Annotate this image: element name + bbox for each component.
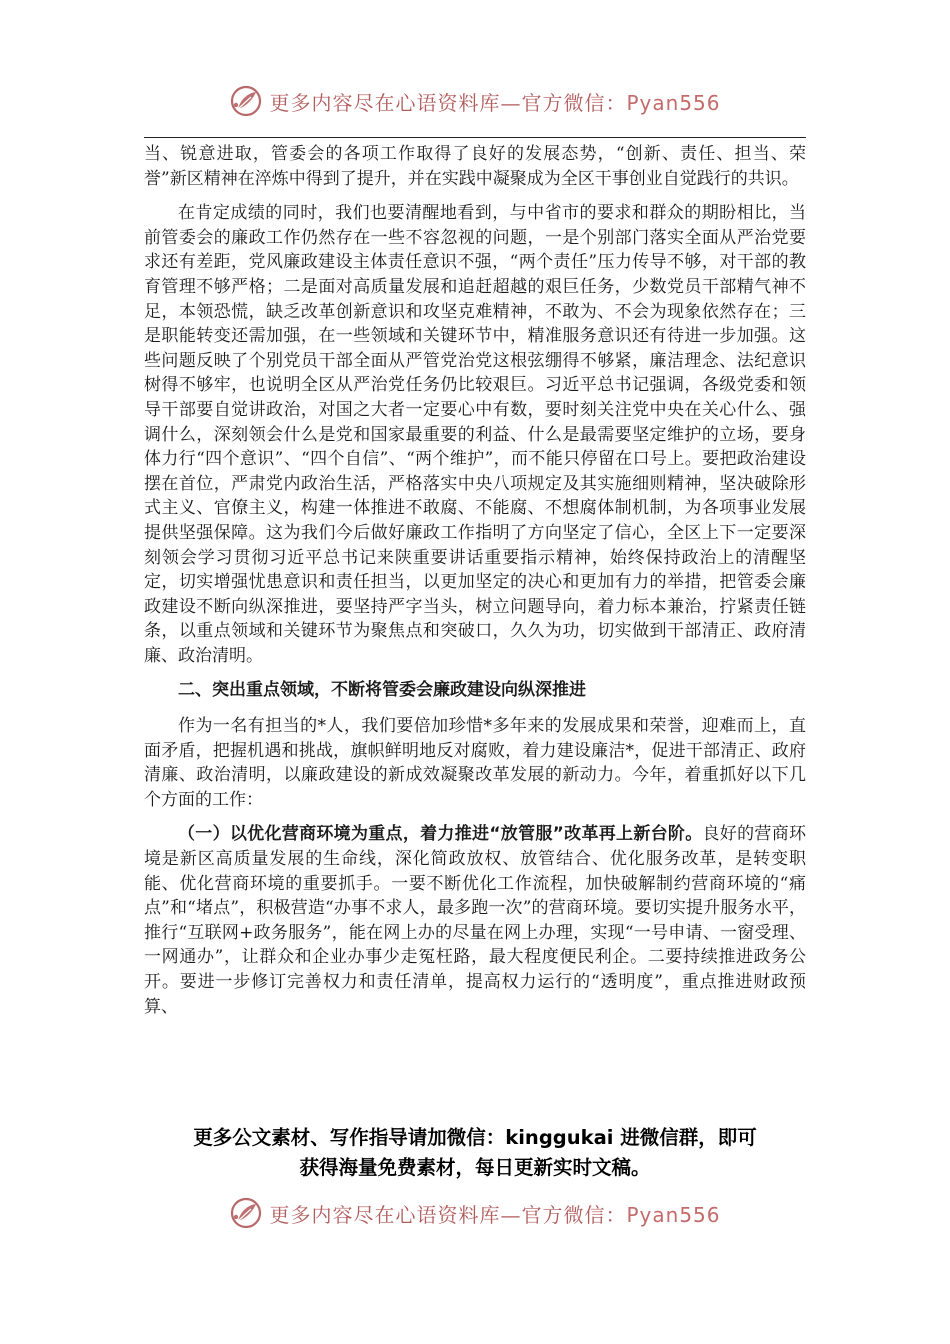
promo-notice [144,1123,806,1183]
header-divider [144,137,806,138]
footer-banner-inner [229,1196,720,1230]
subsection-text: 良好的营商环境是新区高质量发展的生命线，深化简政放权、放管结合、优化服务改革，是转变职能、优化营商环境的重要抓手。一要不断优化工作流程，加快破解制约营商环境的“痛点”和“堵点”，积极营造“办事不求人，最多跑一次”的营商环境。要切实提升服务水平，推行“互联网+政务服务”，能在网上办的尽量在网上办理，实现“一号申请、一窗受理、一网通办”，让群众和企业办事少走冤枉路，最大程度便民利企。二要持续推进政务公开。要进一步修订完善权力和责任清单，提高权力运行的“透明度”，重点推进财政预算、 [144,824,806,1017]
header-banner-inner [229,84,720,118]
header-banner [0,84,950,118]
header-banner-label: 更多内容尽在心语资料库—官方微信： [269,90,627,115]
footer-banner-wechat-id: Pyan556 [626,1202,721,1227]
document-body [144,142,806,1029]
leaf-logo-icon [229,1196,263,1230]
promo-line-1: 更多公文素材、写作指导请加微信：kinggukai 进微信群，即可 [193,1126,757,1149]
footer-banner-label: 更多内容尽在心语资料库—官方微信： [269,1202,627,1227]
body-paragraph-2: 在肯定成绩的同时，我们也要清醒地看到，与中省市的要求和群众的期盼相比，当前管委会的廉政工作仍然存在一些不容忽视的问题，一是个别部门落实全面从严治党要求还有差距，党风廉政建设主体责任意识不强，“两个责任”压力传导不够，对干部的教育管理不够严格；二是面对高质量发展和追赶超越的艰巨任务，少数党员干部精气神不足，本领恐慌，缺乏改革创新意识和攻坚克难精神，不敢为、不会为现象依然存在；三是职能转变还需加强，在一些领域和关键环节中，精准服务意识还有待进一步加强。这些问题反映了个别党员干部全面从严管党治党这根弦绷得不够紧，廉洁理念、法纪意识树得不够牢，也说明全区从严治党任务仍比较艰巨。习近平总书记强调，各级党委和领导干部要自觉讲政治，对国之大者一定要心中有数，要时刻关注党中央在关心什么、强调什么，深刻领会什么是党和国家最重要的利益、什么是最需要坚定维护的立场，要身体力行“四个意识”、“四个自信”、“两个维护”，而不能只停留在口号上。要把政治建设摆在首位，严肃党内政治生活，严格落实中央八项规定及其实施细则精神，坚决破除形式主义、官僚主义，构建一体推进不敢腐、不能腐、不想腐体制机制，为各项事业发展提供坚强保障。这为我们今后做好廉政工作指明了方向坚定了信心，全区上下一定要深刻领会学习贯彻习近平总书记来陕重要讲话重要指示精神，始终保持政治上的清醒坚定，切实增强忧患意识和责任担当，以更加坚定的决心和更加有力的举措，把管委会廉政建设不断向纵深推进，要坚持严字当头，树立问题导向，着力标本兼治，拧紧责任链条，以重点领域和关键环节为聚焦点和突破口，久久为功，切实做到干部清正、政府清廉、政治清明。 [144,203,806,666]
header-banner-wechat-id: Pyan556 [626,90,721,115]
section-paragraph: 作为一名有担当的*人，我们要倍加珍惜*多年来的发展成果和荣誉，迎难而上，直面矛盾，把握机遇和挑战，旗帜鲜明地反对腐败，着力建设廉洁*，促进干部清正、政府清廉、政治清明，以廉政建设的新成效凝聚改革发展的新动力。今年，着重抓好以下几个方面的工作： [144,716,806,810]
footer-banner-text [269,1199,720,1228]
body-paragraph-1: 当、锐意进取，管委会的各项工作取得了良好的发展态势，“创新、责任、担当、荣誉”新区精神在淬炼中得到了提升，并在实践中凝聚成为全区干事创业自觉践行的共识。 [144,144,806,189]
header-banner-text [269,87,720,116]
subsection-paragraph [144,822,806,1019]
footer-banner [0,1196,950,1230]
leaf-logo-icon [229,84,263,118]
subsection-heading: （一）以优化营商环境为重点，着力推进“放管服”改革再上新台阶。 [178,824,703,845]
section-heading: 二、突出重点领域，不断将管委会廉政建设向纵深推进 [178,680,586,701]
promo-line-2: 获得海量免费素材，每日更新实时文稿。 [299,1156,651,1179]
